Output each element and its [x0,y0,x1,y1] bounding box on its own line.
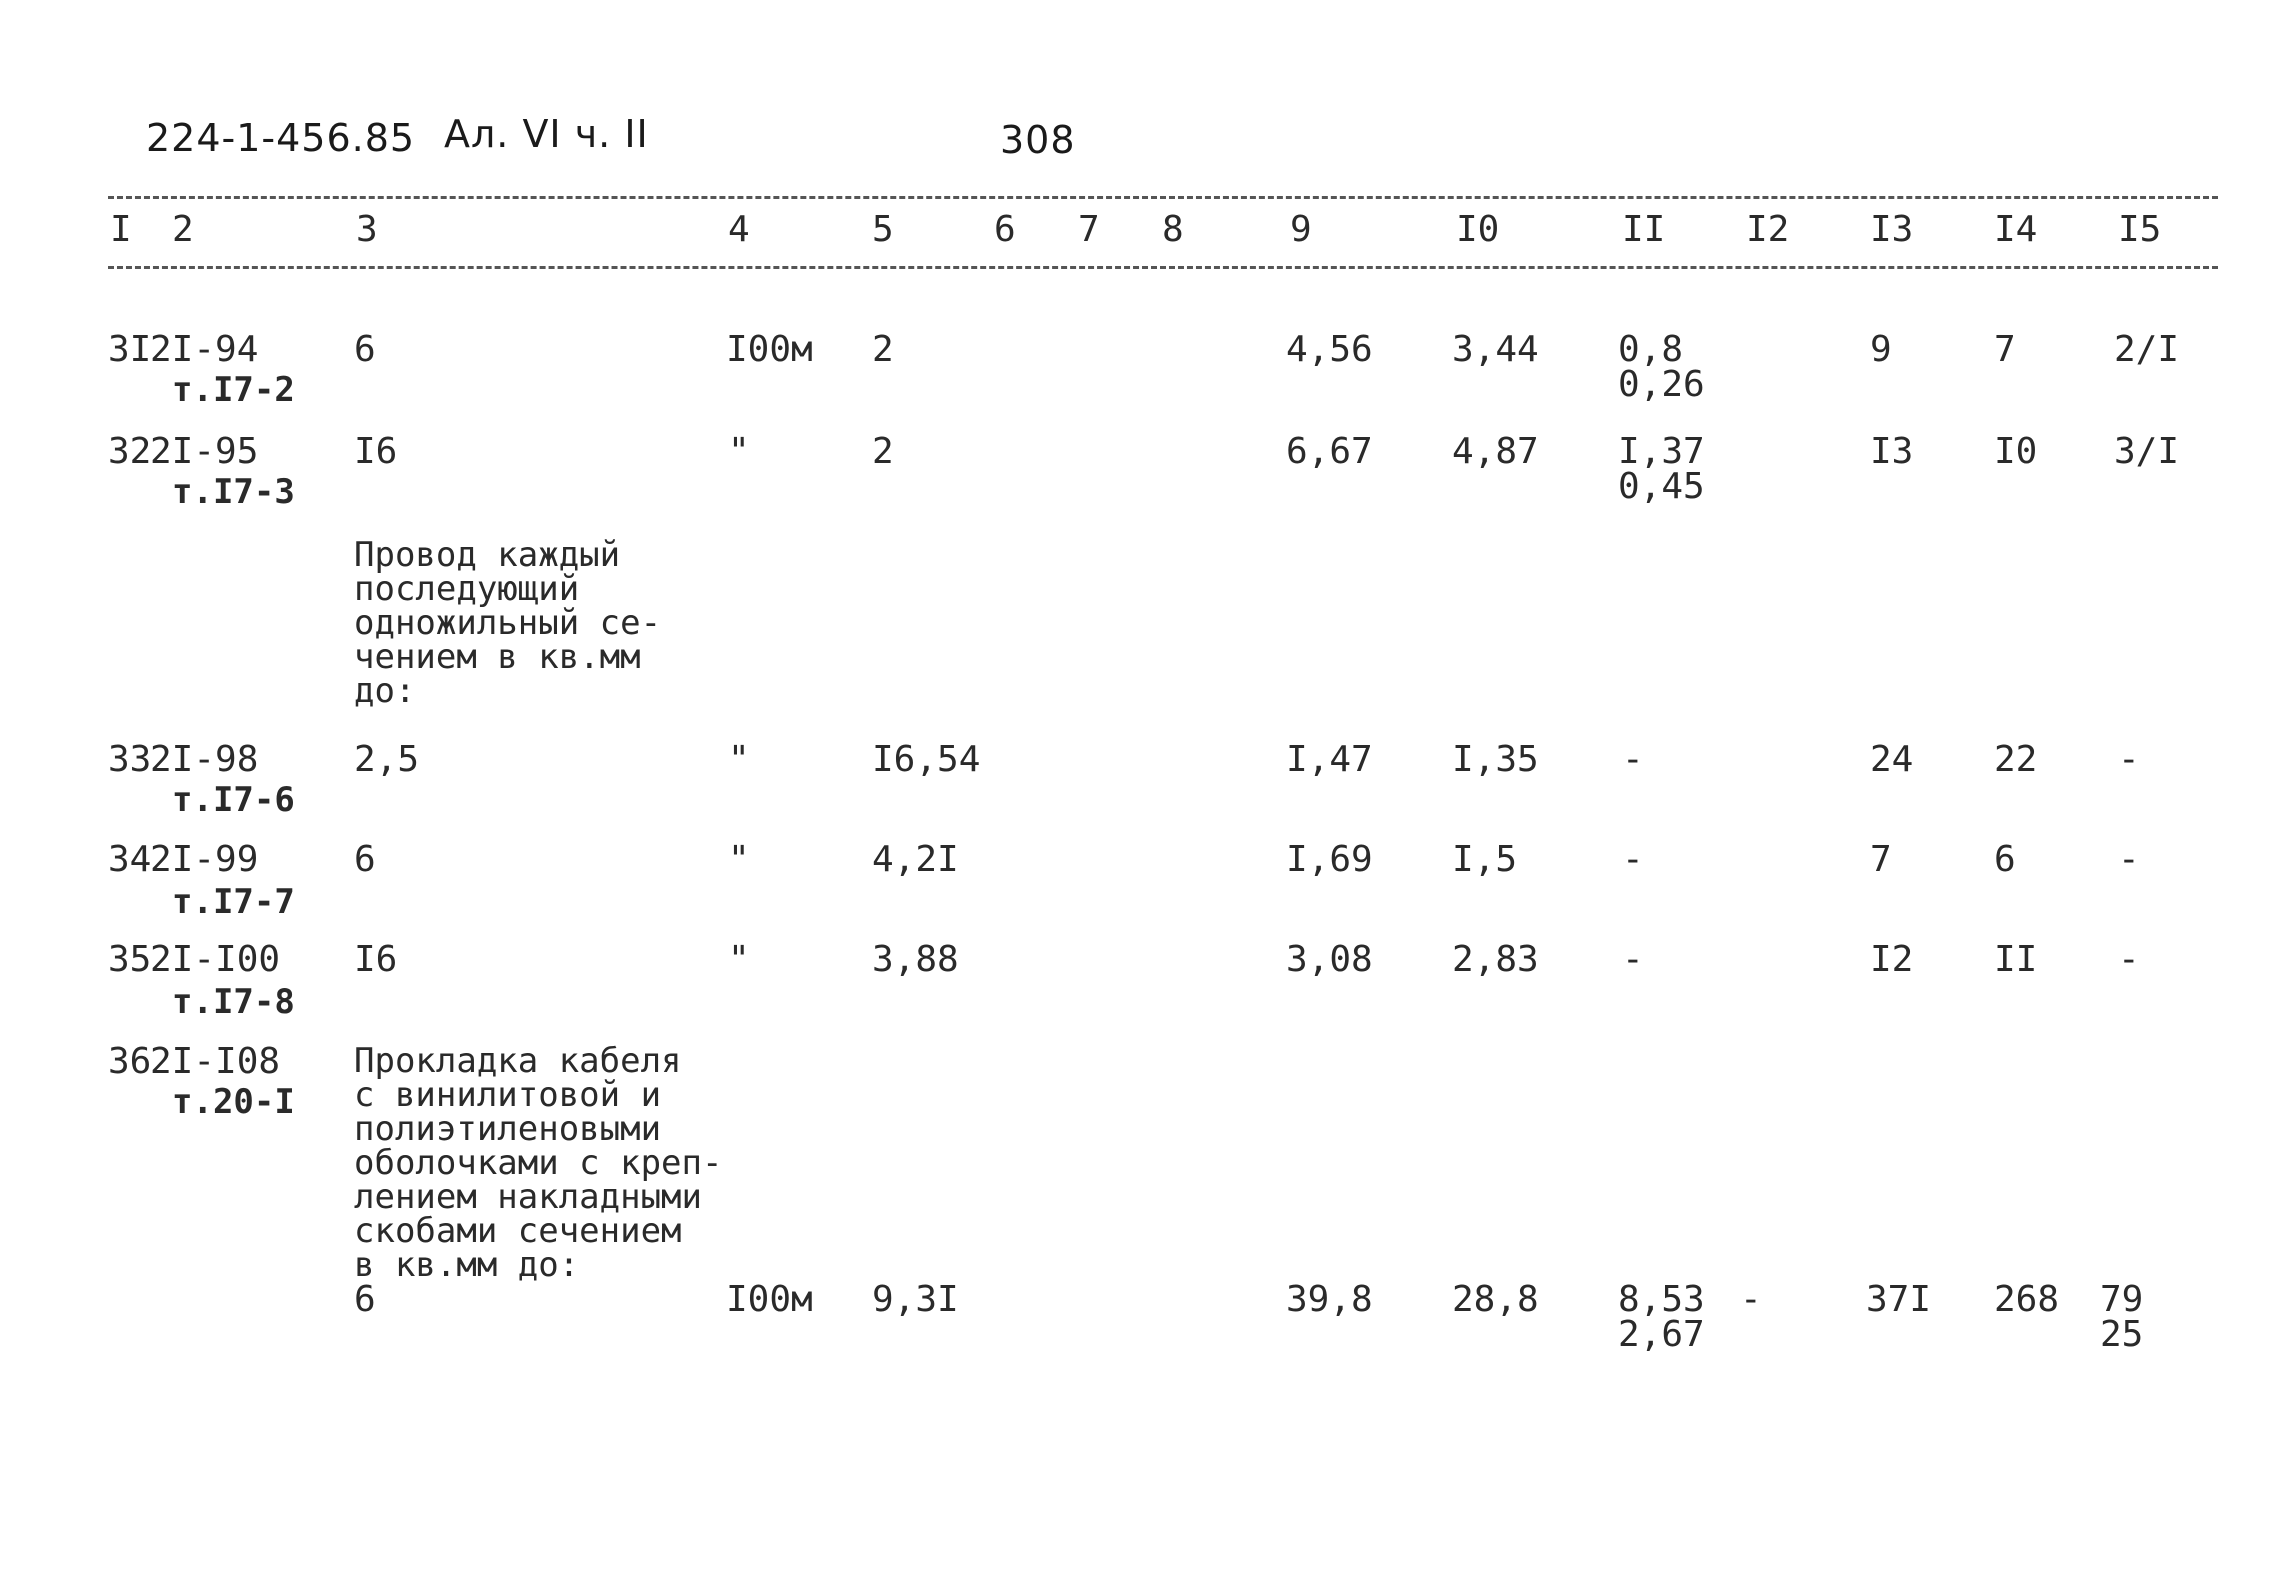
cell-col3: I6 [354,939,398,980]
cell-col9: I,47 [1286,739,1373,780]
cell-col15: - [2118,939,2140,980]
cell-col15: 2/I [2114,329,2180,370]
cell-col14: I0 [1994,431,2038,472]
cell-unit: I00м [726,329,813,370]
cell-col9: 6,67 [1286,431,1373,472]
cell-col14: 22 [1994,739,2038,780]
row-number: 33 [108,739,152,780]
cell-col15: - [2118,839,2140,880]
cell-col9: 39,8 [1286,1279,1373,1320]
cell-col10: 28,8 [1452,1279,1539,1320]
column-header: I2 [1746,209,1790,250]
cell-col10: 4,87 [1452,431,1539,472]
cell-quantity: 9,3I [872,1279,959,1320]
cell-col3: 6 [354,839,376,880]
cell-col3: 2,5 [354,739,420,780]
column-header: 2 [172,209,194,250]
cell-col10: 2,83 [1452,939,1539,980]
cell-col13: 24 [1870,739,1914,780]
cell-quantity: 4,2I [872,839,959,880]
norm-code: 2I-I08 [150,1041,281,1082]
cell-col9: I,69 [1286,839,1373,880]
column-header: I4 [1994,209,2038,250]
bottom-dashed-rule [108,266,2218,269]
cell-col3: I6 [354,431,398,472]
cell-unit: " [728,431,750,472]
cell-col14: II [1994,939,2038,980]
cell-col14: 268 [1994,1279,2060,1320]
column-header: 7 [1078,209,1100,250]
cell-col13: I3 [1870,431,1914,472]
section-heading-cable: Прокладка кабеля с винилитовой и полиэтиленовыми оболочками с креп- лением накладными скобами сечением в кв.мм до: [354,1041,723,1285]
top-dashed-rule [108,196,2218,199]
cell-col11: 8,53 2,67 [1618,1279,1705,1355]
norm-code: 2I-95 [150,431,259,472]
norm-code: 2I-94 [150,329,259,370]
table-reference: т.I7-2 [172,370,295,410]
cell-col9: 4,56 [1286,329,1373,370]
norm-code: 2I-98 [150,739,259,780]
cell-col13: 37I [1866,1279,1932,1320]
cell-col3: 6 [354,329,376,370]
row-number: 34 [108,839,152,880]
cell-quantity: 2 [872,431,894,472]
cell-col13: 9 [1870,329,1892,370]
column-header: 4 [728,209,750,250]
norm-code: 2I-I00 [150,939,281,980]
column-header: 6 [994,209,1016,250]
cell-col14: 6 [1994,839,2016,880]
page-number: 308 [1000,118,1076,162]
row-number: 3I [108,329,152,370]
cell-col13: I2 [1870,939,1914,980]
cell-col11: - [1622,839,1644,880]
cell-quantity: I6,54 [872,739,981,780]
column-header: I5 [2118,209,2162,250]
table-reference: т.I7-3 [172,472,295,512]
column-header: 9 [1290,209,1312,250]
column-header: 3 [356,209,378,250]
cell-col10: 3,44 [1452,329,1539,370]
cell-col13: 7 [1870,839,1892,880]
cell-col9: 3,08 [1286,939,1373,980]
album-reference: Ал. VI ч. II [444,112,649,156]
column-header: I [110,209,132,250]
cell-unit: " [728,739,750,780]
cell-col11: I,37 0,45 [1618,431,1705,507]
row-number: 36 [108,1041,152,1082]
cell-col10: I,35 [1452,739,1539,780]
table-reference: т.I7-8 [172,982,295,1022]
cell-quantity: 3,88 [872,939,959,980]
column-header: I0 [1456,209,1500,250]
cell-col11: 0,8 0,26 [1618,329,1705,405]
cell-col11: - [1622,939,1644,980]
column-header: 8 [1162,209,1184,250]
cell-col15: 3/I [2114,431,2180,472]
row-number: 35 [108,939,152,980]
cell-col15: 79 25 [2100,1279,2144,1355]
column-header: II [1622,209,1666,250]
cell-col3: 6 [354,1279,376,1320]
cell-unit: I00м [726,1279,813,1320]
cell-col10: I,5 [1452,839,1518,880]
cell-col14: 7 [1994,329,2016,370]
document-code: 224-1-456.85 [146,116,416,160]
column-header: 5 [872,209,894,250]
table-reference: т.I7-6 [172,780,295,820]
column-header: I3 [1870,209,1914,250]
section-heading-wire: Провод каждый последующий одножильный се- чением в кв.мм до: [354,535,662,711]
table-reference: т.20-I [172,1082,295,1122]
cell-unit: " [728,839,750,880]
cell-col11: - [1622,739,1644,780]
row-number: 32 [108,431,152,472]
cell-unit: " [728,939,750,980]
table-reference: т.I7-7 [172,882,295,922]
norm-code: 2I-99 [150,839,259,880]
cell-quantity: 2 [872,329,894,370]
cell-col15: - [2118,739,2140,780]
cell-col12: - [1740,1279,1762,1320]
